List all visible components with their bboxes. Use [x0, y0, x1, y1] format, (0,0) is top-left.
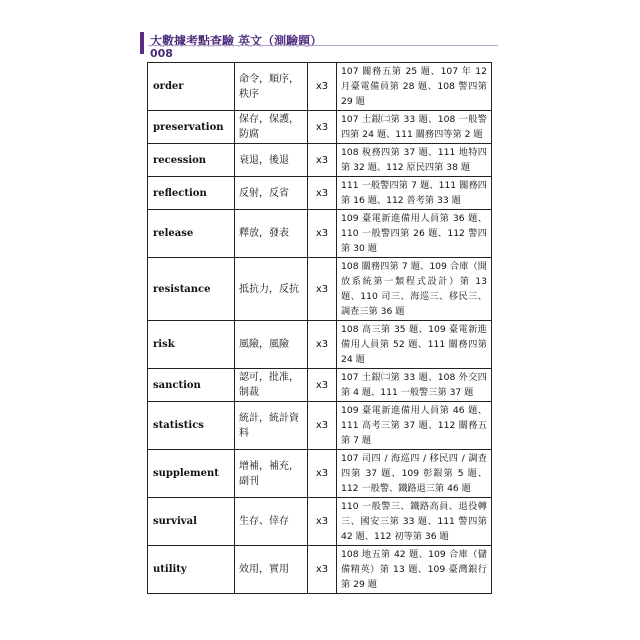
table-row — [148, 258, 492, 321]
frequency-cell: x3 — [308, 369, 337, 402]
table-row — [148, 369, 492, 402]
meaning-cell: 保存，保護，防腐 — [235, 111, 308, 144]
frequency-cell: x3 — [308, 63, 337, 111]
meaning-cell: 統計，統計資料 — [235, 402, 308, 450]
header-divider — [148, 45, 498, 46]
source-cell: 108 關務四第 7 題、109 合庫（開放系統第一類程式設計）第 13 題、110 司三、海巡三、移民三、調查三第 36 題 — [337, 258, 492, 321]
table-row — [148, 63, 492, 111]
frequency-cell: x3 — [308, 450, 337, 498]
word-cell: statistics — [148, 402, 235, 450]
meaning-cell: 反射，反省 — [235, 177, 308, 210]
meaning-cell: 釋放，發表 — [235, 210, 308, 258]
vocabulary-table — [147, 62, 492, 594]
source-cell: 107 土銀㈡第 33 題、108 外交四第 4 題、111 一般警三第 37 題 — [337, 369, 492, 402]
word-cell: risk — [148, 321, 235, 369]
source-cell: 107 關務五第 25 題、107 年 12 月臺電備員第 28 題、108 警四第 29 題 — [337, 63, 492, 111]
frequency-cell: x3 — [308, 210, 337, 258]
source-cell: 107 司四 / 海巡四 / 移民四 / 調查四第 37 題、109 彰銀第 5 題、112 一般警、鐵路退三第 46 題 — [337, 450, 492, 498]
word-cell: order — [148, 63, 235, 111]
frequency-cell: x3 — [308, 546, 337, 594]
word-cell: survival — [148, 498, 235, 546]
frequency-cell: x3 — [308, 258, 337, 321]
table-row — [148, 321, 492, 369]
page-number: 008 — [150, 47, 173, 60]
table-row — [148, 450, 492, 498]
source-cell: 111 一般警四第 7 題、111 關務四第 16 題、112 普考第 33 題 — [337, 177, 492, 210]
source-cell: 108 高三第 35 題、109 臺電新進備用人員第 52 題、111 關務四第 24 題 — [337, 321, 492, 369]
meaning-cell: 抵抗力，反抗 — [235, 258, 308, 321]
page-header — [140, 28, 500, 62]
frequency-cell: x3 — [308, 498, 337, 546]
frequency-cell: x3 — [308, 321, 337, 369]
word-cell: release — [148, 210, 235, 258]
source-cell: 108 地五第 42 題、109 合庫（儲備精英）第 13 題、109 臺灣銀行第 29 題 — [337, 546, 492, 594]
word-cell: sanction — [148, 369, 235, 402]
table-row — [148, 111, 492, 144]
header-title: 大數據考點查驗 英文（測驗題） — [150, 34, 323, 48]
table-row — [148, 498, 492, 546]
source-cell: 109 臺電新進備用人員第 36 題、110 一般警四第 26 題、112 警四第 30 題 — [337, 210, 492, 258]
table-row — [148, 177, 492, 210]
table-row — [148, 144, 492, 177]
word-cell: preservation — [148, 111, 235, 144]
word-cell: resistance — [148, 258, 235, 321]
frequency-cell: x3 — [308, 144, 337, 177]
word-cell: utility — [148, 546, 235, 594]
word-cell: reflection — [148, 177, 235, 210]
table-row — [148, 210, 492, 258]
meaning-cell: 命令，順序，秩序 — [235, 63, 308, 111]
frequency-cell: x3 — [308, 177, 337, 210]
source-cell: 107 土銀㈡第 33 題、108 一般警四第 24 題、111 關務四等第 2 題 — [337, 111, 492, 144]
meaning-cell: 增補，補充，副刊 — [235, 450, 308, 498]
meaning-cell: 生存、倖存 — [235, 498, 308, 546]
meaning-cell: 風險，風險 — [235, 321, 308, 369]
table-row — [148, 402, 492, 450]
frequency-cell: x3 — [308, 111, 337, 144]
source-cell: 108 稅務四第 37 題、111 地特四第 32 題、112 原民四第 38 題 — [337, 144, 492, 177]
word-cell: supplement — [148, 450, 235, 498]
word-cell: recession — [148, 144, 235, 177]
meaning-cell: 認可，批准，制裁 — [235, 369, 308, 402]
meaning-cell: 衰退，後退 — [235, 144, 308, 177]
source-cell: 109 臺電新進備用人員第 46 題、111 高考三第 37 題、112 關務五第 7 題 — [337, 402, 492, 450]
meaning-cell: 效用，實用 — [235, 546, 308, 594]
header-accent-bar — [140, 32, 144, 54]
source-cell: 110 一般警三、鐵路高員、退役轉三、國安三第 33 題、111 警四第 42 題、112 初等第 36 題 — [337, 498, 492, 546]
frequency-cell: x3 — [308, 402, 337, 450]
table-row — [148, 546, 492, 594]
